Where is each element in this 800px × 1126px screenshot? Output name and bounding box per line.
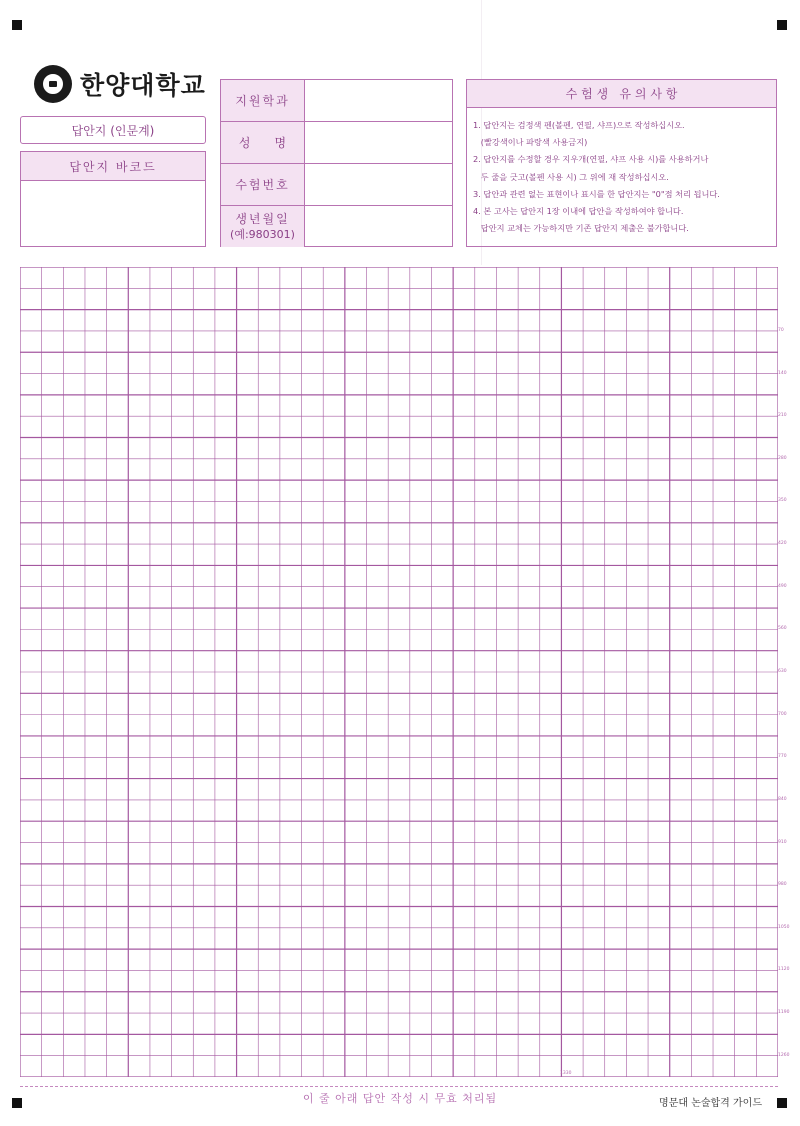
manuscript-grid[interactable] <box>20 267 778 1077</box>
row-count-label: 1120 <box>778 967 790 973</box>
registration-mark-top-left <box>12 20 22 30</box>
info-label-text: 성 명 <box>238 135 287 150</box>
info-label-exam-number <box>221 164 305 206</box>
row-count-label: 70 <box>778 327 784 333</box>
row-count-label: 700 <box>778 711 787 717</box>
cutoff-line <box>20 1086 778 1087</box>
credit-text: 명문대 논술합격 가이드 <box>659 1098 762 1109</box>
info-label-subtext: (예:980301) <box>230 227 295 241</box>
info-label-department <box>221 80 305 122</box>
row-count-label: 560 <box>778 626 787 632</box>
answer-type-box <box>20 116 206 144</box>
row-count-label: 910 <box>778 839 787 845</box>
info-label-text: 생년월일 <box>235 211 290 226</box>
notes-list <box>473 117 770 237</box>
university-logo <box>34 64 206 104</box>
notes-item: 두 줄을 긋고(볼펜 사용 시) 그 위에 재 작성하십시오. <box>473 171 669 182</box>
barcode-box <box>20 151 206 247</box>
info-label-name <box>221 122 305 164</box>
manuscript-grid-lines <box>20 267 778 1077</box>
info-label-text: 수험번호 <box>235 177 290 192</box>
row-count-label: 630 <box>778 669 787 674</box>
row-count-label: 840 <box>778 796 787 802</box>
row-count-label: 350 <box>778 498 787 504</box>
row-count-label: 280 <box>778 455 787 461</box>
notes-item: 4. 본 고사는 답안지 1장 이내에 답안을 작성하여야 합니다. <box>473 206 684 217</box>
info-label-birthdate <box>221 206 305 247</box>
row-count-label: 770 <box>778 754 787 760</box>
applicant-info-box <box>220 79 453 247</box>
cutoff-note: 이 줄 아래 답안 작성 시 무효 처리됨 <box>302 1092 498 1105</box>
barcode-header <box>21 152 205 181</box>
exam-number-field[interactable] <box>305 164 452 206</box>
notes-item: 1. 답안지는 검정색 펜(볼펜, 연필, 샤프)으로 작성하십시오. <box>473 120 685 130</box>
row-count-label: 1050 <box>778 924 790 930</box>
barcode-title: 답안지 바코드 <box>69 159 157 174</box>
university-seal-icon <box>34 65 72 103</box>
birthdate-field[interactable] <box>305 206 452 247</box>
registration-mark-top-right <box>777 20 787 30</box>
row-count-label: 210 <box>778 413 787 419</box>
notes-item: 답안지 교체는 가능하지만 기존 답안지 제출은 불가합니다. <box>473 223 689 234</box>
notes-title: 수 험 생 유 의 사 항 <box>565 87 678 101</box>
notes-box <box>466 79 777 247</box>
answer-type-label: 답안지 (인문계) <box>71 123 155 138</box>
university-name: 한양대학교 <box>80 71 206 100</box>
notes-item: 2. 답안지를 수정할 경우 지우개(연필, 샤프 사용 시)를 사용하거나 <box>473 154 709 165</box>
notes-item: 3. 답안과 관련 없는 표현이나 표시를 한 답안지는 "0"점 처리 됩니다. <box>473 188 720 199</box>
row-count-label: 490 <box>778 583 787 589</box>
name-field[interactable] <box>305 122 452 164</box>
row-count-label: 420 <box>778 541 787 547</box>
notes-header <box>467 80 776 108</box>
row-count-label: 140 <box>778 370 787 376</box>
department-field[interactable] <box>305 80 452 122</box>
row-count-label: 1190 <box>778 1010 790 1016</box>
barcode-area[interactable] <box>21 181 205 247</box>
row-count-label: 980 <box>778 882 787 888</box>
notes-item: (빨강색이나 파랑색 사용금지) <box>473 137 588 148</box>
row-count-label: 1260 <box>778 1052 790 1058</box>
info-label-text: 지원학과 <box>235 93 290 108</box>
bottom-count-label: 1330 <box>560 1071 572 1076</box>
